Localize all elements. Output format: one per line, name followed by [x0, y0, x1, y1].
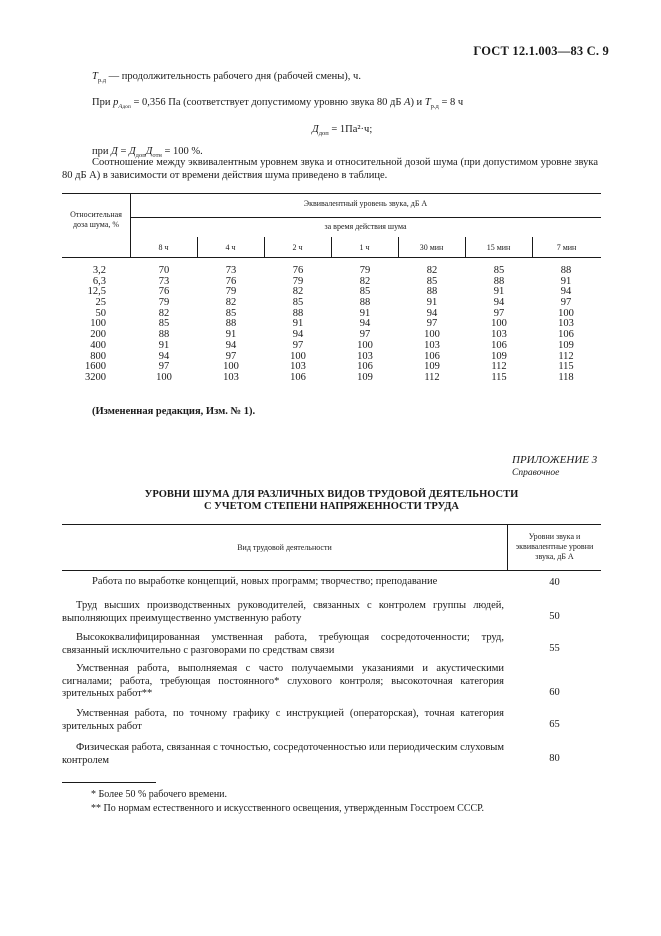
formula-line-4: при $Д = Д_{доп}Д_{отн} = 100$ %. — [92, 146, 203, 159]
level-value: 100 — [156, 371, 172, 383]
section-title-line-1: УРОВНИ ШУМА ДЛЯ РАЗЛИЧНЫХ ВИДОВ ТРУДОВОЙ ДЕЯТЕЛЬНОСТИ — [144, 489, 519, 500]
time-header: 30 мин — [419, 243, 444, 252]
level-value: 70 — [158, 265, 170, 276]
level-value: 94 — [225, 339, 237, 351]
level-value: 109 — [424, 361, 440, 373]
dose-values — [62, 266, 106, 384]
level-value: 103 — [558, 318, 574, 330]
level-value: 100 — [223, 361, 239, 373]
dose-value: 12,5 — [87, 286, 106, 298]
level-value: 88 — [426, 286, 438, 298]
level-value: 112 — [558, 350, 574, 362]
level-column-30min — [414, 266, 450, 384]
level-value: 106 — [558, 329, 574, 341]
level-value: 100 — [491, 318, 507, 330]
level-value: 97 — [225, 350, 237, 362]
time-header: 1 ч — [359, 243, 370, 252]
level-column-7min — [548, 266, 584, 384]
level-value: 94 — [158, 350, 170, 362]
edition-note: (Измененная редакция, Изм. № 1). — [92, 406, 256, 417]
level-value: 97 — [560, 297, 572, 309]
level-value: 109 — [491, 350, 507, 362]
activity-row-text: Физическая работа, связанная с точностью, сосредоточенностью или периодическим слуховым контролем — [62, 742, 504, 766]
level-value: 91 — [493, 286, 505, 298]
level-value: 106 — [357, 361, 373, 373]
subgroup-header: за время действия шума — [324, 222, 407, 231]
activity-row-value: 40 — [549, 577, 560, 588]
level-value: 85 — [493, 265, 505, 276]
level-value: 88 — [493, 275, 505, 287]
level-value: 112 — [491, 361, 507, 373]
level-value: 100 — [357, 339, 373, 351]
dose-value: 3200 — [85, 371, 106, 383]
section-title-line-2: С УЧЕТОМ СТЕПЕНИ НАПРЯЖЕННОСТИ ТРУДА — [203, 501, 460, 512]
activity-row-text: Умственная работа, по точному графику с инструкцией (операторская), точная категория зрительных работ — [62, 708, 504, 732]
level-value: 100 — [424, 329, 440, 341]
formula-line-1: $T_{р.д}$ — продолжительность рабочего дня (рабочей смены), ч. — [92, 71, 361, 84]
activity-row-text: Высококвалифицированная умственная работа, требующая сосредоточенности; труд, связанный исключительно с разговорами по средствам связи — [62, 632, 504, 656]
level-value: 82 — [426, 265, 438, 276]
dose-value: 3,2 — [92, 265, 106, 276]
formula-line-3: $Д_{доп} = 1Па^2\cdot ч$; — [312, 124, 373, 137]
level-value: 82 — [225, 297, 237, 309]
level-value: 103 — [357, 350, 373, 362]
activity-row-text: Труд высших производственных руководителей, связанных с контролем группы людей, выполняющих преимущественно умственную работу — [62, 600, 504, 624]
level-value: 79 — [225, 286, 237, 298]
time-header: 8 ч — [158, 243, 169, 252]
level-value: 88 — [560, 265, 572, 276]
level-value: 97 — [158, 361, 170, 373]
activity-row-text: Умственная работа, выполняемая с часто получаемыми указаниями и акустическими сигналами; работа, требующая постоянного* слухового контроля; высокоточная категория зрительных работ** — [62, 663, 504, 699]
level-column-15min — [481, 266, 517, 384]
level-value: 91 — [426, 297, 438, 309]
level-value: 88 — [359, 297, 371, 309]
appendix-label: ПРИЛОЖЕНИЕ 3 — [512, 454, 598, 466]
level-value: 103 — [290, 361, 306, 373]
level-value: 106 — [491, 339, 507, 351]
level-value: 79 — [359, 265, 371, 276]
level-value: 85 — [292, 297, 304, 309]
level-value: 91 — [359, 307, 371, 319]
dose-value: 100 — [90, 318, 106, 330]
level-value: 82 — [292, 286, 304, 298]
level-value: 88 — [225, 318, 237, 330]
level-value: 88 — [292, 307, 304, 319]
level-value: 94 — [493, 297, 505, 309]
level-value: 76 — [292, 265, 304, 276]
level-value: 94 — [426, 307, 438, 319]
level-value: 115 — [558, 361, 574, 373]
level-value: 91 — [158, 339, 170, 351]
appendix-sublabel: Справочное — [512, 468, 560, 478]
level-value: 91 — [292, 318, 304, 330]
level-value: 103 — [223, 371, 239, 383]
activity-column-header: Вид трудовой деятельности — [237, 543, 332, 552]
level-value: 112 — [424, 371, 440, 383]
level-column-8h — [146, 266, 182, 384]
dose-value: 200 — [90, 329, 106, 341]
dose-value: 800 — [90, 350, 106, 362]
level-value: 118 — [558, 371, 574, 383]
level-value: 94 — [560, 286, 572, 298]
activity-row-value: 55 — [549, 643, 560, 654]
activity-row-value: 65 — [549, 719, 560, 730]
level-value: 100 — [290, 350, 306, 362]
footnote-1: * Более 50 % рабочего времени. — [91, 789, 228, 800]
level-value: 85 — [225, 307, 237, 319]
level-value: 88 — [158, 329, 170, 341]
level-value: 100 — [558, 307, 574, 319]
level-value: 115 — [491, 371, 507, 383]
dose-value: 25 — [95, 297, 106, 309]
level-value: 103 — [424, 339, 440, 351]
level-value: 85 — [426, 275, 438, 287]
time-header: 2 ч — [292, 243, 303, 252]
level-column-4h — [213, 266, 249, 384]
time-header: 7 мин — [556, 243, 577, 252]
level-value: 97 — [493, 307, 505, 319]
group-header: Эквивалентный уровень звука, дБ А — [303, 199, 428, 208]
level-value: 79 — [292, 275, 304, 287]
level-value: 79 — [158, 297, 170, 309]
intro-paragraph: Соотношение между эквивалентным уровнем звука и относительной дозой шума (при допустимом уровне звука 80 дБ A) в зависимости от времени действия шума приведено в таблице. — [62, 157, 598, 181]
level-value: 82 — [359, 275, 371, 287]
level-column-1h — [347, 266, 383, 384]
dose-column-header: Относительная доза шума, % — [70, 210, 122, 229]
level-value: 109 — [558, 339, 574, 351]
time-header: 15 мин — [486, 243, 511, 252]
level-value: 76 — [158, 286, 170, 298]
level-value: 76 — [225, 275, 237, 287]
time-header: 4 ч — [225, 243, 236, 252]
formula-line-2: При $p_{Aдоп} = 0,356$ Па (соответствует допустимому уровню звука 80 дБ A) и $T_{р.д} = 8$ ч — [92, 97, 464, 110]
dose-value: 50 — [95, 307, 106, 319]
dose-value: 1600 — [85, 361, 106, 373]
activity-row-text: Работа по выработке концепций, новых программ; творчество; преподавание — [92, 576, 438, 587]
footnote-separator — [62, 782, 156, 783]
dose-value: 6,3 — [92, 275, 106, 287]
level-value: 97 — [359, 329, 371, 341]
footnote-2: ** По нормам естественного и искусственного освещения, утвержденным Госстроем СССР. — [91, 803, 484, 814]
level-value: 73 — [158, 275, 170, 287]
level-value: 91 — [225, 329, 237, 341]
level-value: 109 — [357, 371, 373, 383]
page-header: ГОСТ 12.1.003—83 С. 9 — [473, 44, 609, 58]
level-value: 106 — [290, 371, 306, 383]
activity-row-value: 60 — [549, 687, 560, 698]
level-column-header: Уровни звука и эквивалентные уровни звука, дБ А — [515, 532, 594, 561]
activity-row-value: 50 — [549, 611, 560, 622]
activity-row-value: 80 — [549, 753, 560, 764]
level-value: 97 — [292, 339, 304, 351]
level-value: 85 — [158, 318, 170, 330]
level-value: 106 — [424, 350, 440, 362]
level-value: 97 — [426, 318, 438, 330]
level-value: 94 — [292, 329, 304, 341]
level-value: 94 — [359, 318, 371, 330]
level-value: 85 — [359, 286, 371, 298]
level-value: 103 — [491, 329, 507, 341]
level-column-2h — [280, 266, 316, 384]
level-value: 73 — [225, 265, 237, 276]
dose-value: 400 — [90, 339, 106, 351]
level-value: 91 — [560, 275, 572, 287]
level-value: 82 — [158, 307, 170, 319]
